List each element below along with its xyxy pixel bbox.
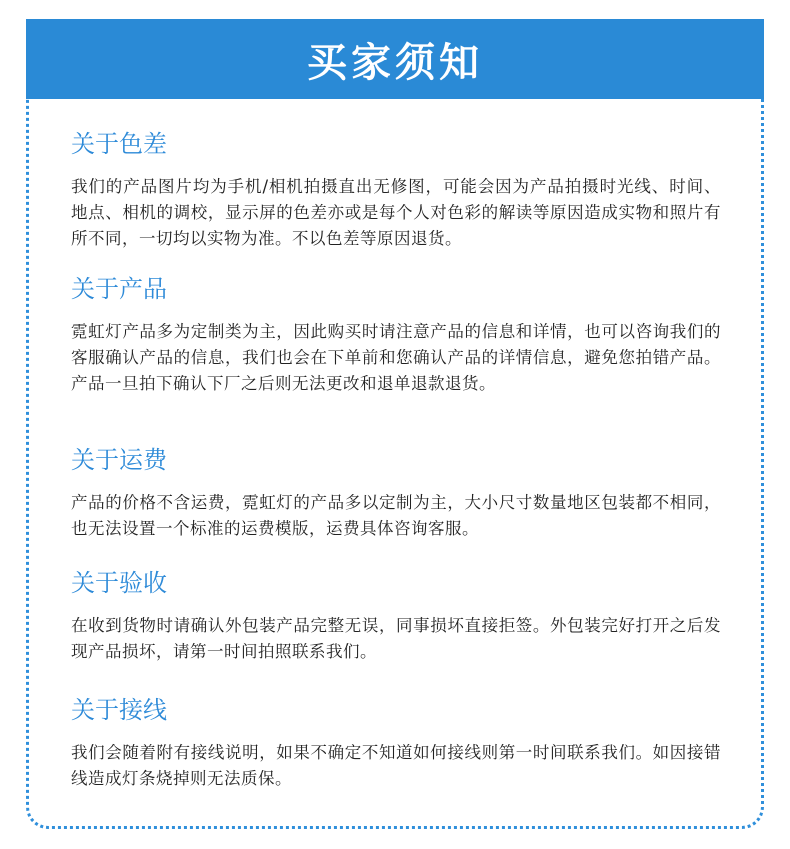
- section-title: 关于产品: [71, 275, 167, 303]
- section-color-difference: [71, 129, 721, 252]
- section-inspection: [71, 568, 721, 665]
- section-body: 我们的产品图片均为手机/相机拍摄直出无修图，可能会因为产品拍摄时光线、时间、地点、相机的调校，显示屏的色差亦或是每个人对色彩的解读等原因造成实物和照片有所不同，一切均以实物为准。不以色差等原因退货。: [71, 177, 721, 248]
- section-body: 产品的价格不含运费，霓虹灯的产品多以定制为主，大小尺寸数量地区包装都不相同，也无法设置一个标准的运费模版，运费具体咨询客服。: [71, 493, 721, 538]
- section-title: 关于运费: [71, 446, 167, 474]
- page-title: 买家须知: [307, 38, 483, 86]
- section-body: 我们会随着附有接线说明，如果不确定不知道如何接线则第一时间联系我们。如因接错线造成灯条烧掉则无法质保。: [71, 743, 721, 788]
- section-title: 关于接线: [71, 696, 167, 724]
- section-title: 关于色差: [71, 130, 167, 158]
- section-shipping: [71, 445, 721, 542]
- section-title: 关于验收: [71, 569, 167, 597]
- section-product: [71, 274, 721, 397]
- section-wiring: [71, 695, 721, 792]
- section-body: 霓虹灯产品多为定制类为主，因此购买时请注意产品的信息和详情，也可以咨询我们的客服确认产品的信息，我们也会在下单前和您确认产品的详情信息，避免您拍错产品。产品一旦拍下确认下厂之后则无法更改和退单退款退货。: [71, 322, 721, 393]
- header-banner: [26, 19, 764, 99]
- section-body: 在收到货物时请确认外包装产品完整无误，同事损坏直接拒签。外包装完好打开之后发现产品损坏，请第一时间拍照联系我们。: [71, 616, 721, 661]
